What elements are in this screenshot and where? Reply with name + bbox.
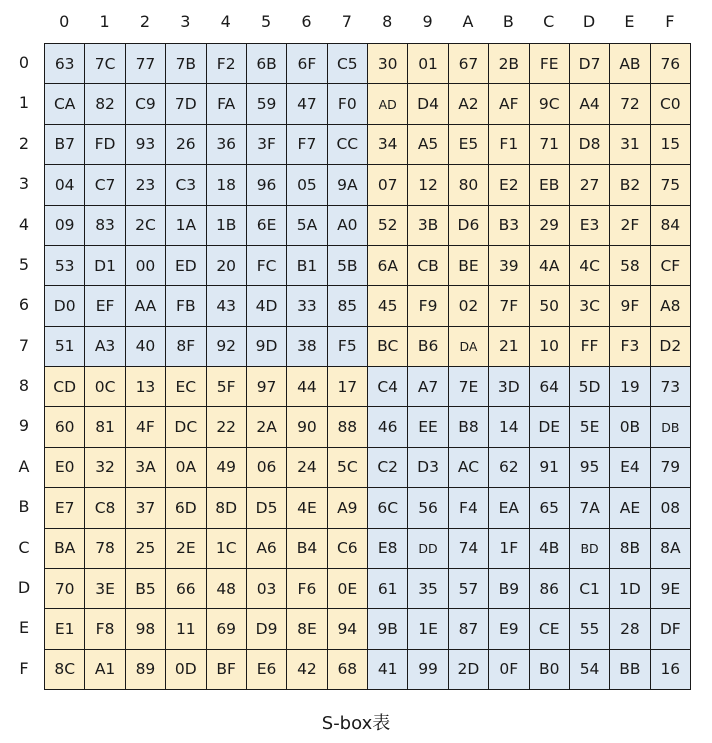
sbox-cell: F0 — [328, 84, 368, 124]
column-header: C — [543, 12, 555, 31]
sbox-cell: B7 — [45, 125, 85, 165]
sbox-cell: 70 — [45, 569, 85, 609]
sbox-cell: 44 — [287, 367, 327, 407]
sbox-cell: 51 — [45, 327, 85, 367]
sbox-cell: 02 — [449, 286, 489, 326]
column-header: 2 — [139, 12, 151, 31]
sbox-cell: 67 — [449, 44, 489, 84]
sbox-cell: 26 — [166, 125, 206, 165]
sbox-cell: CC — [328, 125, 368, 165]
sbox-cell: 46 — [368, 407, 408, 447]
sbox-cell: 3D — [489, 367, 529, 407]
sbox-cell: 1F — [489, 529, 529, 569]
sbox-cell: 25 — [126, 529, 166, 569]
sbox-cell: B9 — [489, 569, 529, 609]
sbox-cell: C5 — [328, 44, 368, 84]
sbox-cell: 19 — [610, 367, 650, 407]
sbox-cell: 05 — [287, 165, 327, 205]
sbox-cell: 0D — [166, 650, 206, 690]
sbox-cell: 6C — [368, 488, 408, 528]
sbox-cell: 0E — [328, 569, 368, 609]
sbox-cell: 35 — [408, 569, 448, 609]
sbox-cell: 30 — [368, 44, 408, 84]
sbox-cell: 60 — [45, 407, 85, 447]
sbox-cell: 83 — [85, 206, 125, 246]
sbox-cell: E5 — [449, 125, 489, 165]
column-header: 7 — [341, 12, 352, 31]
sbox-cell: 53 — [45, 246, 85, 286]
sbox-cell: 04 — [45, 165, 85, 205]
sbox-cell: 79 — [651, 448, 691, 488]
sbox-cell: 41 — [368, 650, 408, 690]
sbox-cell: CB — [408, 246, 448, 286]
sbox-cell: D0 — [45, 286, 85, 326]
sbox-cell: 5C — [328, 448, 368, 488]
sbox-cell: F2 — [207, 44, 247, 84]
sbox-cell: 48 — [207, 569, 247, 609]
sbox-cell: 2B — [489, 44, 529, 84]
sbox-cell: 13 — [126, 367, 166, 407]
row-header: D — [17, 577, 31, 597]
sbox-cell: 9D — [247, 327, 287, 367]
sbox-cell: C8 — [85, 488, 125, 528]
sbox-cell: 5E — [570, 407, 610, 447]
sbox-cell: BE — [449, 246, 489, 286]
sbox-cell: A1 — [85, 650, 125, 690]
sbox-cell: 2F — [610, 206, 650, 246]
row-header: 5 — [18, 254, 30, 274]
sbox-cell: 7F — [489, 286, 529, 326]
sbox-cell: CF — [651, 246, 691, 286]
sbox-cell: EF — [85, 286, 125, 326]
sbox-cell: 75 — [651, 165, 691, 205]
sbox-cell: 9F — [610, 286, 650, 326]
row-header: 0 — [18, 53, 30, 72]
sbox-cell: 1A — [166, 206, 206, 246]
sbox-cell: EC — [166, 367, 206, 407]
sbox-cell: 38 — [287, 327, 327, 367]
sbox-cell: 5D — [570, 367, 610, 407]
sbox-cell: CA — [45, 84, 85, 124]
sbox-cell: 4C — [570, 246, 610, 286]
sbox-cell: 99 — [408, 650, 448, 690]
column-header: F — [665, 12, 675, 31]
row-header: 2 — [18, 133, 30, 153]
sbox-cell: 40 — [126, 327, 166, 367]
sbox-cell: 08 — [651, 488, 691, 528]
sbox-cell: 3F — [247, 125, 287, 165]
sbox-cell: 0F — [489, 650, 529, 690]
sbox-cell: BC — [368, 327, 408, 367]
sbox-cell: 36 — [207, 125, 247, 165]
sbox-cell: 37 — [126, 488, 166, 528]
row-header: 9 — [18, 416, 30, 436]
sbox-cell: 71 — [530, 125, 570, 165]
sbox-cell: 27 — [570, 165, 610, 205]
sbox-cell: A6 — [247, 529, 287, 569]
sbox-cell: 06 — [247, 448, 287, 488]
row-header: 6 — [18, 295, 30, 315]
sbox-cell: D2 — [651, 327, 691, 367]
sbox-cell: 98 — [126, 609, 166, 649]
sbox-cell: F6 — [287, 569, 327, 609]
sbox-cell: F9 — [408, 286, 448, 326]
sbox-cell: CD — [45, 367, 85, 407]
sbox-cell: A4 — [570, 84, 610, 124]
sbox-cell: C2 — [368, 448, 408, 488]
sbox-cell: 7D — [166, 84, 206, 124]
sbox-cell: 6B — [247, 44, 287, 84]
column-header: 6 — [301, 12, 312, 31]
row-header: F — [19, 658, 29, 678]
sbox-cell: 9C — [530, 84, 570, 124]
column-header: 0 — [59, 12, 70, 31]
sbox-cell: 0B — [610, 407, 650, 447]
sbox-cell: B5 — [126, 569, 166, 609]
sbox-cell: 47 — [287, 84, 327, 124]
sbox-cell: 7A — [570, 488, 610, 528]
sbox-cell: 5F — [207, 367, 247, 407]
sbox-cell: AC — [449, 448, 489, 488]
sbox-cell: E6 — [247, 650, 287, 690]
sbox-cell: A5 — [408, 125, 448, 165]
sbox-cell: 92 — [207, 327, 247, 367]
sbox-cell: F1 — [489, 125, 529, 165]
column-header: 5 — [260, 12, 272, 31]
sbox-cell: DA — [449, 327, 489, 367]
sbox-cell: 84 — [651, 206, 691, 246]
sbox-cell: 3B — [408, 206, 448, 246]
column-header: 4 — [220, 12, 231, 31]
sbox-cell: 4A — [530, 246, 570, 286]
sbox-cell: 17 — [328, 367, 368, 407]
sbox-cell: 2E — [166, 529, 206, 569]
column-header: E — [624, 12, 635, 31]
column-header: 1 — [99, 12, 110, 31]
sbox-cell: 86 — [530, 569, 570, 609]
sbox-cell: 14 — [489, 407, 529, 447]
sbox-cell: 74 — [449, 529, 489, 569]
sbox-cell: BA — [45, 529, 85, 569]
sbox-cell: FA — [207, 84, 247, 124]
sbox-cell: 8D — [207, 488, 247, 528]
sbox-cell: E1 — [45, 609, 85, 649]
sbox-cell: 89 — [126, 650, 166, 690]
sbox-cell: D5 — [247, 488, 287, 528]
sbox-cell: 20 — [207, 246, 247, 286]
sbox-cell: 07 — [368, 165, 408, 205]
sbox-cell: C6 — [328, 529, 368, 569]
sbox-cell: 76 — [651, 44, 691, 84]
sbox-cell: CE — [530, 609, 570, 649]
sbox-cell: B2 — [610, 165, 650, 205]
sbox-cell: A7 — [408, 367, 448, 407]
sbox-cell: DD — [408, 529, 448, 569]
sbox-cell: AA — [126, 286, 166, 326]
sbox-cell: 68 — [328, 650, 368, 690]
sbox-cell: 52 — [368, 206, 408, 246]
column-header: 3 — [180, 12, 191, 31]
sbox-cell: 91 — [530, 448, 570, 488]
sbox-cell: 3A — [126, 448, 166, 488]
sbox-cell: E0 — [45, 448, 85, 488]
sbox-cell: 55 — [570, 609, 610, 649]
sbox-cell: A9 — [328, 488, 368, 528]
sbox-cell: B4 — [287, 529, 327, 569]
sbox-cell: 09 — [45, 206, 85, 246]
column-header: B — [502, 12, 514, 31]
sbox-cell: 66 — [166, 569, 206, 609]
sbox-cell: F3 — [610, 327, 650, 367]
sbox-cell: 50 — [530, 286, 570, 326]
sbox-cell: 58 — [610, 246, 650, 286]
sbox-cell: 8F — [166, 327, 206, 367]
sbox-cell: AD — [368, 84, 408, 124]
sbox-cell: AB — [610, 44, 650, 84]
sbox-cell: 61 — [368, 569, 408, 609]
sbox-cell: 23 — [126, 165, 166, 205]
sbox-cell: 4E — [287, 488, 327, 528]
sbox-cell: C3 — [166, 165, 206, 205]
sbox-cell: 4F — [126, 407, 166, 447]
sbox-cell: 01 — [408, 44, 448, 84]
sbox-cell: BF — [207, 650, 247, 690]
sbox-cell: 93 — [126, 125, 166, 165]
sbox-cell: C1 — [570, 569, 610, 609]
sbox-cell: 80 — [449, 165, 489, 205]
row-header: B — [18, 497, 30, 517]
sbox-cell: E4 — [610, 448, 650, 488]
sbox-cell: B3 — [489, 206, 529, 246]
sbox-cell: D4 — [408, 84, 448, 124]
sbox-cell: C4 — [368, 367, 408, 407]
sbox-cell: F4 — [449, 488, 489, 528]
row-header: 4 — [18, 214, 30, 234]
sbox-cell: EB — [530, 165, 570, 205]
sbox-cell: A2 — [449, 84, 489, 124]
sbox-cell: 3C — [570, 286, 610, 326]
sbox-cell: 78 — [85, 529, 125, 569]
sbox-cell: 7B — [166, 44, 206, 84]
sbox-cell: 0A — [166, 448, 206, 488]
row-header: 3 — [18, 174, 30, 194]
sbox-cell: BB — [610, 650, 650, 690]
sbox-cell: 28 — [610, 609, 650, 649]
row-header: E — [18, 618, 30, 638]
sbox-cell: 7E — [449, 367, 489, 407]
sbox-cell: DF — [651, 609, 691, 649]
sbox-cell: 62 — [489, 448, 529, 488]
sbox-cell: 42 — [287, 650, 327, 690]
sbox-cell: 95 — [570, 448, 610, 488]
sbox-cell: 1C — [207, 529, 247, 569]
row-header: C — [18, 537, 30, 557]
sbox-cell: 15 — [651, 125, 691, 165]
sbox-cell: 6D — [166, 488, 206, 528]
sbox-cell: D7 — [570, 44, 610, 84]
sbox-cell: A8 — [651, 286, 691, 326]
sbox-cell: EA — [489, 488, 529, 528]
sbox-cell: B6 — [408, 327, 448, 367]
sbox-cell: 2A — [247, 407, 287, 447]
sbox-cell: 54 — [570, 650, 610, 690]
sbox-cell: 31 — [610, 125, 650, 165]
sbox-cell: 77 — [126, 44, 166, 84]
sbox-cell: FE — [530, 44, 570, 84]
sbox-cell: D8 — [570, 125, 610, 165]
sbox-cell: 18 — [207, 165, 247, 205]
sbox-cell: 82 — [85, 84, 125, 124]
sbox-cell: EE — [408, 407, 448, 447]
sbox-cell: 94 — [328, 609, 368, 649]
sbox-cell: E8 — [368, 529, 408, 569]
sbox-cell: 03 — [247, 569, 287, 609]
row-header: A — [18, 456, 30, 476]
sbox-cell: AE — [610, 488, 650, 528]
sbox-cell: 32 — [85, 448, 125, 488]
sbox-cell: B8 — [449, 407, 489, 447]
sbox-grid — [44, 43, 691, 690]
sbox-cell: 0C — [85, 367, 125, 407]
sbox-cell: BD — [570, 529, 610, 569]
sbox-cell: 33 — [287, 286, 327, 326]
sbox-cell: B0 — [530, 650, 570, 690]
sbox-cell: 22 — [207, 407, 247, 447]
sbox-cell: 8E — [287, 609, 327, 649]
sbox-cell: 29 — [530, 206, 570, 246]
sbox-cell: 56 — [408, 488, 448, 528]
column-header: 9 — [422, 12, 433, 31]
sbox-cell: F8 — [85, 609, 125, 649]
sbox-cell: FC — [247, 246, 287, 286]
column-header: D — [582, 12, 596, 31]
sbox-cell: C0 — [651, 84, 691, 124]
sbox-cell: DB — [651, 407, 691, 447]
sbox-cell: 34 — [368, 125, 408, 165]
sbox-cell: 87 — [449, 609, 489, 649]
column-header: A — [462, 12, 474, 31]
sbox-cell: 6E — [247, 206, 287, 246]
sbox-cell: 88 — [328, 407, 368, 447]
sbox-cell: 39 — [489, 246, 529, 286]
sbox-cell: E3 — [570, 206, 610, 246]
sbox-cell: 9B — [368, 609, 408, 649]
sbox-cell: A3 — [85, 327, 125, 367]
sbox-cell: 6A — [368, 246, 408, 286]
sbox-cell: D3 — [408, 448, 448, 488]
sbox-cell: 4B — [530, 529, 570, 569]
row-header: 7 — [18, 335, 30, 355]
sbox-cell: 10 — [530, 327, 570, 367]
sbox-cell: 6F — [287, 44, 327, 84]
sbox-cell: 2C — [126, 206, 166, 246]
sbox-cell: 1D — [610, 569, 650, 609]
sbox-cell: DC — [166, 407, 206, 447]
sbox-cell: 63 — [45, 44, 85, 84]
sbox-cell: 1E — [408, 609, 448, 649]
sbox-cell: 5A — [287, 206, 327, 246]
sbox-cell: FD — [85, 125, 125, 165]
sbox-cell: 8A — [651, 529, 691, 569]
sbox-cell: 24 — [287, 448, 327, 488]
sbox-cell: E9 — [489, 609, 529, 649]
sbox-cell: 7C — [85, 44, 125, 84]
sbox-cell: 12 — [408, 165, 448, 205]
sbox-cell: 5B — [328, 246, 368, 286]
sbox-cell: 81 — [85, 407, 125, 447]
sbox-cell: D6 — [449, 206, 489, 246]
sbox-cell: 4D — [247, 286, 287, 326]
sbox-cell: 57 — [449, 569, 489, 609]
sbox-cell: D1 — [85, 246, 125, 286]
sbox-cell: 8B — [610, 529, 650, 569]
sbox-cell: FB — [166, 286, 206, 326]
sbox-cell: 1B — [207, 206, 247, 246]
sbox-cell: 65 — [530, 488, 570, 528]
sbox-cell: 9E — [651, 569, 691, 609]
sbox-cell: 69 — [207, 609, 247, 649]
sbox-cell: 85 — [328, 286, 368, 326]
sbox-cell: ED — [166, 246, 206, 286]
sbox-cell: C9 — [126, 84, 166, 124]
sbox-cell: 3E — [85, 569, 125, 609]
sbox-cell: DE — [530, 407, 570, 447]
sbox-cell: 45 — [368, 286, 408, 326]
sbox-cell: FF — [570, 327, 610, 367]
sbox-cell: C7 — [85, 165, 125, 205]
sbox-cell: 72 — [610, 84, 650, 124]
sbox-cell: 8C — [45, 650, 85, 690]
sbox-cell: 59 — [247, 84, 287, 124]
sbox-cell: 90 — [287, 407, 327, 447]
sbox-cell: 43 — [207, 286, 247, 326]
sbox-cell: F5 — [328, 327, 368, 367]
sbox-cell: 00 — [126, 246, 166, 286]
sbox-cell: E7 — [45, 488, 85, 528]
sbox-cell: D9 — [247, 609, 287, 649]
sbox-cell: 9A — [328, 165, 368, 205]
sbox-cell: 97 — [247, 367, 287, 407]
sbox-cell: A0 — [328, 206, 368, 246]
row-header: 8 — [18, 376, 30, 395]
sbox-cell: 49 — [207, 448, 247, 488]
sbox-cell: F7 — [287, 125, 327, 165]
sbox-cell: 64 — [530, 367, 570, 407]
column-header: 8 — [382, 12, 393, 31]
sbox-cell: 96 — [247, 165, 287, 205]
sbox-cell: B1 — [287, 246, 327, 286]
figure-caption: S-box表 — [321, 713, 391, 734]
sbox-cell: 2D — [449, 650, 489, 690]
row-header: 1 — [18, 93, 30, 113]
sbox-cell: AF — [489, 84, 529, 124]
sbox-cell: 21 — [489, 327, 529, 367]
sbox-cell: 11 — [166, 609, 206, 649]
sbox-cell: E2 — [489, 165, 529, 205]
sbox-cell: 73 — [651, 367, 691, 407]
sbox-cell: 16 — [651, 650, 691, 690]
